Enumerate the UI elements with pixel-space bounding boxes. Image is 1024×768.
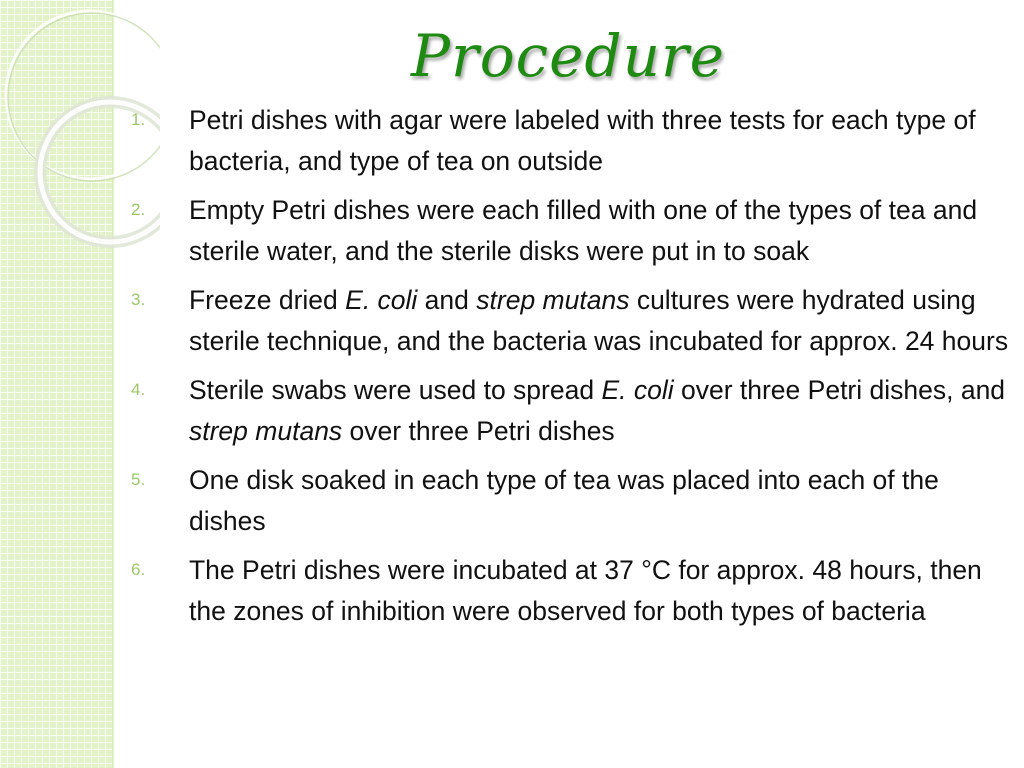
step-number: 5.: [131, 470, 146, 489]
step-number: 2.: [131, 200, 146, 219]
step-text: cultures were hydrated using sterile technique, and the bacteria was incubated for approx. 24 hours: [189, 285, 1009, 356]
step-text: over three Petri dishes, and: [673, 375, 1006, 405]
list-item: [128, 370, 1018, 451]
organism-name: E. coli: [601, 375, 674, 405]
step-text: Freeze dried: [189, 285, 346, 315]
list-item: [128, 190, 1018, 271]
step-number: 3.: [131, 290, 146, 309]
step-text: The Petri dishes were incubated at 37 °C for approx. 48 hours, then the zones of inhibition were observed for both types of bacteria: [189, 555, 982, 626]
step-number: 6.: [131, 560, 146, 579]
organism-name: E. coli: [345, 285, 418, 315]
procedure-list: [128, 100, 1018, 640]
organism-name: strep mutans: [476, 285, 630, 315]
step-text: and: [417, 285, 477, 315]
step-text: One disk soaked in each type of tea was placed into each of the dishes: [189, 465, 939, 536]
step-text: Sterile swabs were used to spread: [189, 375, 602, 405]
step-text: Petri dishes with agar were labeled with three tests for each type of bacteria, and type of tea on outside: [189, 105, 976, 176]
organism-name: strep mutans: [189, 415, 343, 446]
list-item: [128, 550, 1018, 631]
list-item: [128, 460, 1018, 541]
list-item: [128, 280, 1018, 361]
step-number: 1.: [131, 110, 146, 129]
slide-title: Procedure: [410, 22, 725, 90]
list-item: [128, 100, 1018, 181]
step-text: Empty Petri dishes were each filled with one of the types of tea and sterile water, and the sterile disks were put in to soak: [189, 195, 978, 266]
step-number: 4.: [131, 380, 146, 399]
step-text: over three Petri dishes: [342, 415, 615, 446]
